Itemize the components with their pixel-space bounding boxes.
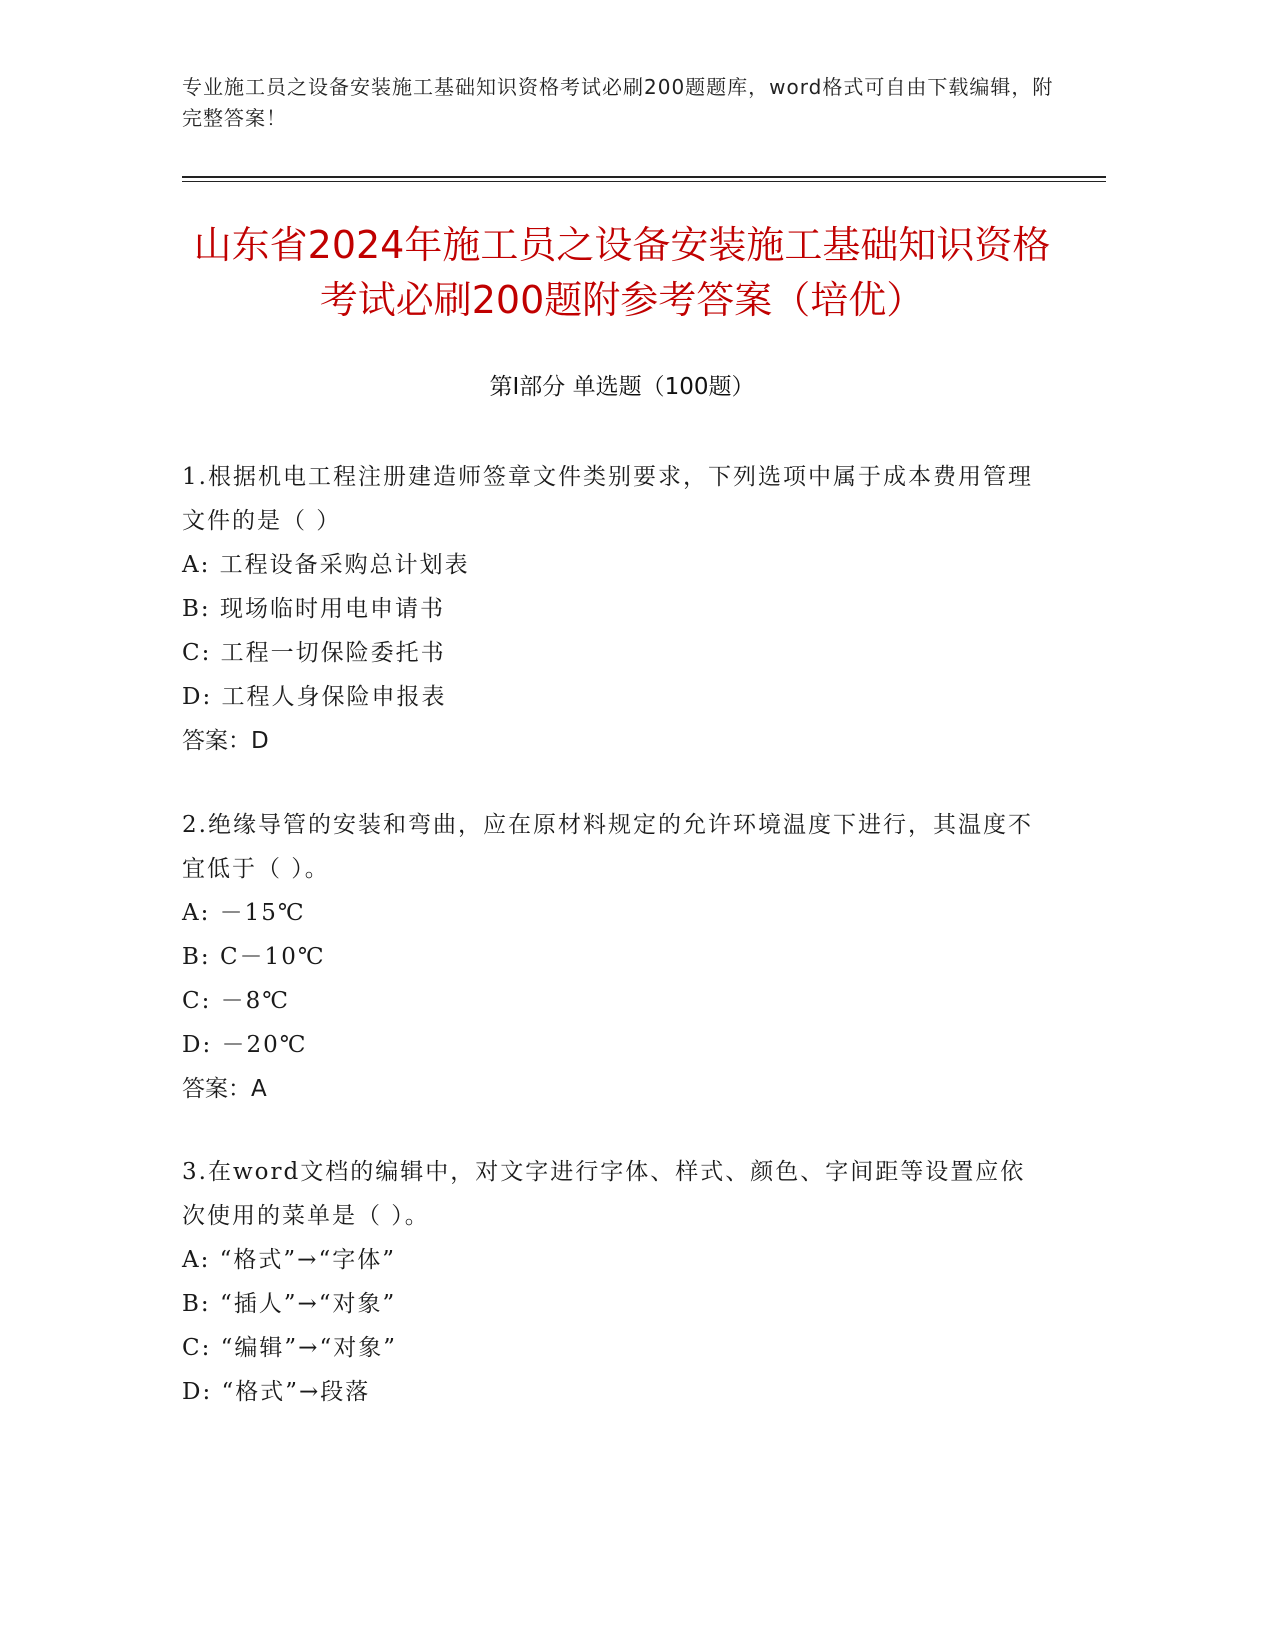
question-answer: 答案：D: [182, 728, 269, 754]
question-answer: 答案：A: [182, 1076, 267, 1102]
question-3: [182, 1150, 1042, 1414]
question-option-c: C: －8℃: [182, 988, 291, 1014]
question-option-a: A: －15℃: [182, 900, 306, 926]
question-1: [182, 455, 1042, 763]
question-option-a: A: “格式”→“字体”: [182, 1247, 396, 1273]
question-option-c: C: 工程一切保险委托书: [182, 640, 446, 666]
document-title: 山东省2024年施工员之设备安装施工基础知识资格考试必刷200题附参考答案（培优）: [193, 223, 1051, 322]
question-option-d: D: －20℃: [182, 1032, 308, 1058]
header-note: 专业施工员之设备安装施工基础知识资格考试必刷200题题库，word格式可自由下载编辑，附完整答案！: [182, 75, 1054, 130]
question-stem: 3.在word文档的编辑中，对文字进行字体、样式、颜色、字间距等设置应依次使用的菜单是（ ）。: [182, 1159, 1026, 1229]
question-stem: 2.绝缘导管的安装和弯曲，应在原材料规定的允许环境温度下进行，其温度不宜低于（ ）。: [182, 812, 1033, 882]
question-option-d: D: “格式”→段落: [182, 1379, 371, 1405]
question-option-b: B: “插人”→“对象”: [182, 1291, 397, 1317]
question-option-d: D: 工程人身保险申报表: [182, 684, 447, 710]
header-divider-thin: [182, 181, 1106, 182]
section-title: 第Ⅰ部分 单选题（100题）: [489, 374, 755, 400]
question-stem: 1.根据机电工程注册建造师签章文件类别要求，下列选项中属于成本费用管理文件的是（ ）: [182, 464, 1033, 534]
question-option-b: B: 现场临时用电申请书: [182, 596, 445, 622]
question-2: [182, 803, 1042, 1111]
header-divider-thick: [182, 176, 1106, 178]
question-option-c: C: “编辑”→“对象”: [182, 1335, 397, 1361]
question-option-b: B: C－10℃: [182, 944, 326, 970]
question-option-a: A: 工程设备采购总计划表: [182, 552, 470, 578]
